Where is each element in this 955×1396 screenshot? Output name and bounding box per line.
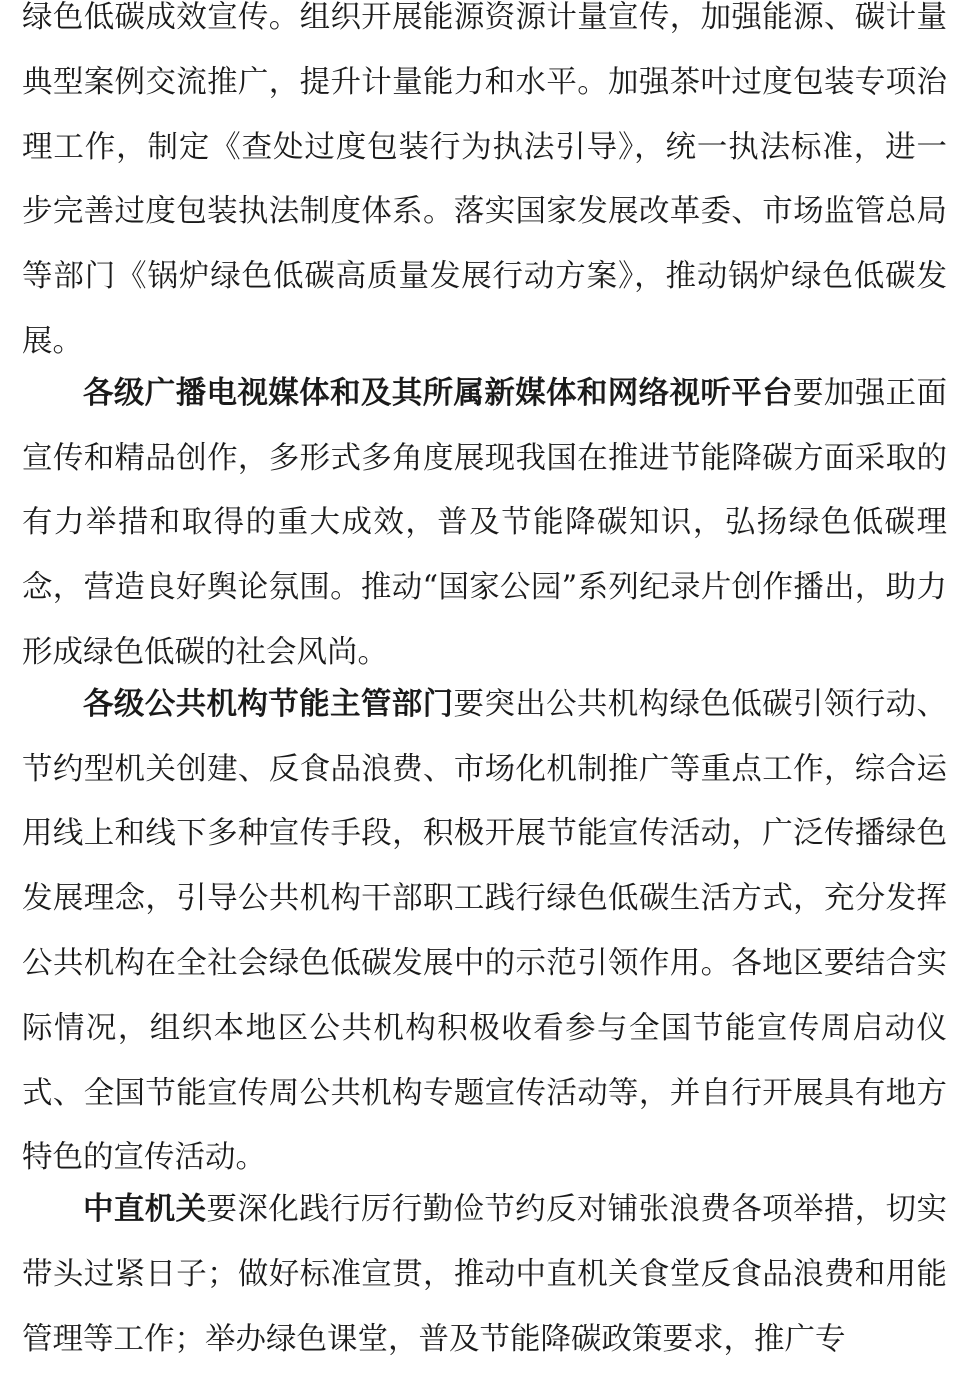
paragraph-body: 要深化践行厉行勤俭节约反对铺张浪费各项举措，切实带头过紧日子；做好标准宣贯，推动中直机关食堂反食品浪费和用能管理等工作；举办绿色课堂，普及节能降碳政策要求，推广专: [22, 1192, 948, 1357]
paragraph-carbon-measurement: [22, 0, 947, 375]
paragraph-broadcast-media: [22, 361, 947, 686]
paragraph-body: 要突出公共机构绿色低碳引领行动、节约型机关创建、反食品浪费、市场化机制推广等重点工作，综合运用线上和线下多种宣传手段，积极开展节能宣传活动，广泛传播绿色发展理念，引导公共机构干部职工践行绿色低碳生活方式，充分发挥公共机构在全社会绿色低碳发展中的示范引领作用。各地区要结合实际情况，组织本地区公共机构积极收看参与全国节能宣传周启动仪式、全国节能宣传周公共机构专题宣传活动等，并自行开展具有地方特色的宣传活动。: [22, 686, 948, 1176]
paragraph-lead: 各级公共机构节能主管部门: [83, 685, 454, 722]
paragraph-public-institutions: [22, 672, 947, 1191]
paragraph-lead: 各级广播电视媒体和及其所属新媒体和网络视听平台: [83, 374, 794, 411]
paragraph-lead: 中直机关: [83, 1191, 207, 1228]
paragraph-body: 绿色低碳成效宣传。组织开展能源资源计量宣传，加强能源、碳计量典型案例交流推广，提升计量能力和水平。加强茶叶过度包装专项治理工作，制定《查处过度包装行为执法引导》，统一执法标准，进一步完善过度包装执法制度体系。落实国家发展改革委、市场监管总局等部门《锅炉绿色低碳高质量发展行动方案》，推动锅炉绿色低碳发展。: [22, 0, 947, 359]
paragraph-central-organs: [22, 1177, 947, 1372]
paragraph-body: 要加强正面宣传和精品创作，多形式多角度展现我国在推进节能降碳方面采取的有力举措和取得的重大成效，普及节能降碳知识，弘扬绿色低碳理念，营造良好舆论氛围。推动“国家公园”系列纪录片创作播出，助力形成绿色低碳的社会风尚。: [22, 375, 948, 670]
